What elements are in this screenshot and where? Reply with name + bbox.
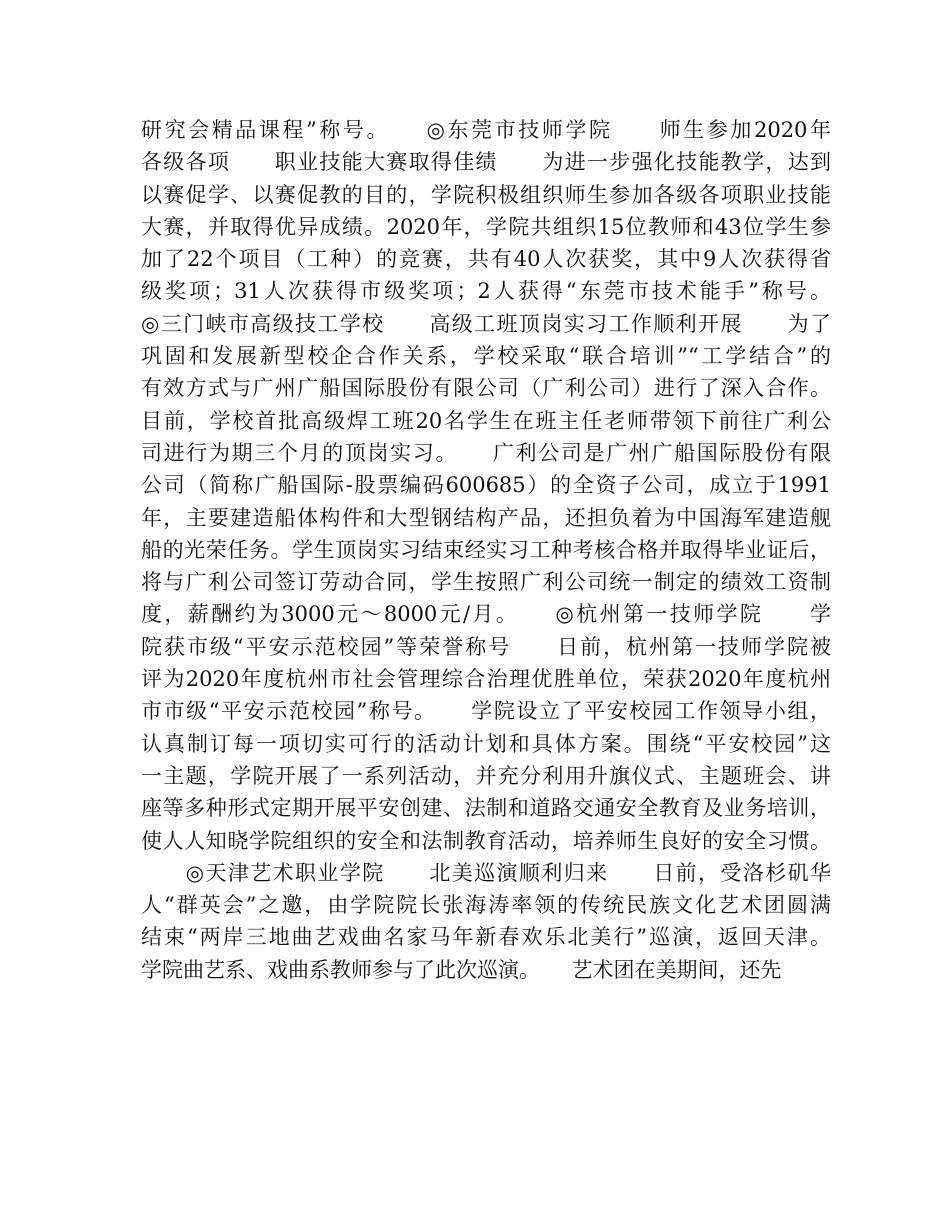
text-line: 评为2020年度杭州市社会管理综合治理优胜单位，荣获2020年度杭州 [141, 667, 831, 692]
text-line: 司进行为期三个月的顶岗实习。 广利公司是广州广船国际股份有限 [141, 440, 831, 465]
text-line: 将与广利公司签订劳动合同，学生按照广利公司统一制定的绩效工资制 [141, 570, 831, 595]
text-line: 以赛促学、以赛促教的目的，学院积极组织师生参加各级各项职业技能 [141, 182, 831, 207]
text-line: 结束“两岸三地曲艺戏曲名家马年新春欢乐北美行”巡演，返回天津。 [141, 925, 831, 950]
text-line: 研究会精品课程”称号。 ◎东莞市技师学院 师生参加2020年 [141, 118, 831, 142]
text-line: ◎天津艺术职业学院 北美巡演顺利归来 日前，受洛杉矶华 [141, 860, 831, 885]
text-line: 大赛，并取得优异成绩。2020年，学院共组织15位教师和43位学生参 [141, 214, 831, 239]
text-line: 船的光荣任务。学生顶岗实习结束经实习工种考核合格并取得毕业证后， [141, 537, 831, 562]
text-line: ◎三门峡市高级技工学校 高级工班顶岗实习工作顺利开展 为了 [141, 311, 831, 336]
text-line: 学院曲艺系、戏曲系教师参与了此次巡演。 艺术团在美期间，还先 [141, 957, 782, 982]
text-line: 目前，学校首批高级焊工班20名学生在班主任老师带领下前往广利公 [141, 408, 831, 433]
text-line: 认真制订每一项切实可行的活动计划和具体方案。围绕“平安校园”这 [141, 731, 831, 756]
text-line: 加了22个项目（工种）的竞赛，共有40人次获奖，其中9人次获得省 [141, 247, 831, 272]
text-line: 级奖项；31人次获得市级奖项；2人获得“东莞市技术能手”称号。 [141, 279, 831, 304]
text-line: 度，薪酬约为3000元～8000元/月。 ◎杭州第一技师学院 学 [141, 602, 831, 627]
text-line: 各级各项 职业技能大赛取得佳绩 为进一步强化技能教学，达到 [141, 150, 831, 175]
text-line: 市市级“平安示范校园”称号。 学院设立了平安校园工作领导小组， [141, 699, 831, 724]
text-line: 院获市级“平安示范校园”等荣誉称号 日前，杭州第一技师学院被 [141, 634, 831, 659]
text-line: 公司（简称广船国际-股票编码600685）的全资子公司，成立于1991 [141, 473, 831, 498]
text-line: 人“群英会”之邀，由学院院长张海涛率领的传统民族文化艺术团圆满 [141, 893, 831, 918]
text-line: 一主题，学院开展了一系列活动，并充分利用升旗仪式、主题班会、讲 [141, 763, 831, 788]
document-body [141, 114, 831, 986]
text-line: 座等多种形式定期开展平安创建、法制和道路交通安全教育及业务培训， [141, 796, 831, 821]
text-line: 巩固和发展新型校企合作关系，学校采取“联合培训”“工学结合”的 [141, 344, 831, 369]
text-line: 有效方式与广州广船国际股份有限公司（广利公司）进行了深入合作。 [141, 376, 831, 401]
text-line: 使人人知晓学院组织的安全和法制教育活动，培养师生良好的安全习惯。 [141, 828, 831, 853]
text-line: 年，主要建造船体构件和大型钢结构产品，还担负着为中国海军建造舰 [141, 505, 831, 530]
